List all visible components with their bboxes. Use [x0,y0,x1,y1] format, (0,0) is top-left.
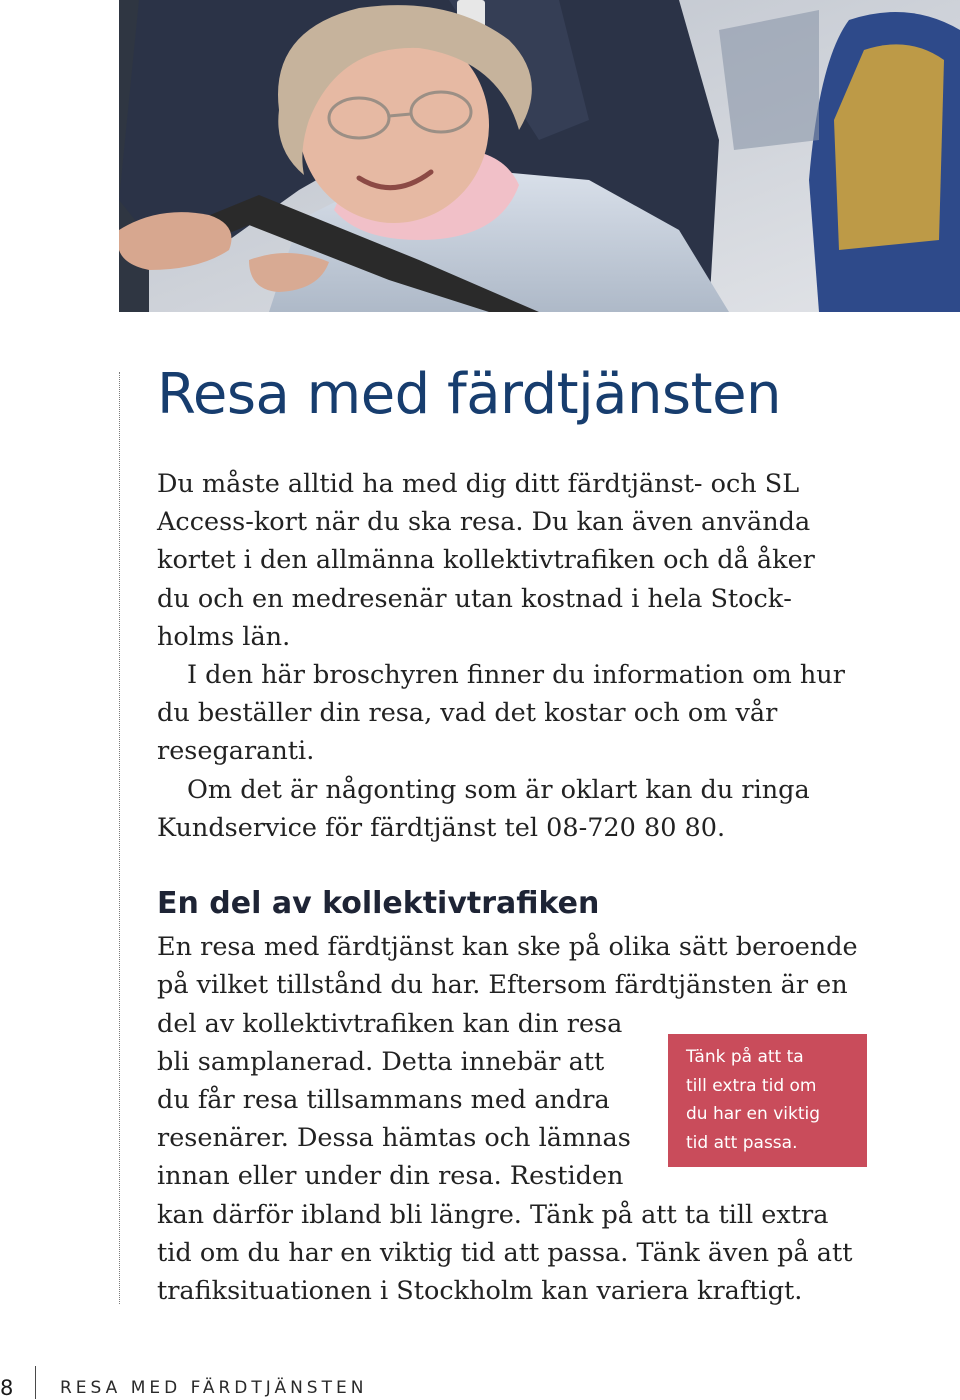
running-head: RESA MED FÄRDTJÄNSTEN [60,1378,368,1398]
page-number: 8 [0,1376,14,1400]
photo-woman-seatbelt [119,0,960,312]
tip-callout-text: Tänk på att ta till extra tid om du har en viktig tid att passa. [686,1047,820,1153]
page-title: Resa med färdtjänsten [157,362,782,427]
section-text-line: innan eller under din resa. Restiden [157,1161,624,1191]
section-text-line: kan därför ibland bli längre. Tänk på att ta till extra [157,1200,829,1230]
tip-callout-box [668,1034,867,1167]
intro-paragraph-1: Du måste alltid ha med dig ditt färdtjänst- och SL Access-kort när du ska resa. Du kan även använda kortet i den allmänna kollektivtrafiken och då åker du och en medresenär utan kostnad i hela Stockholms län. [157,469,815,652]
section-heading: En del av kollektivtrafiken [157,886,600,921]
section-text-line: resenärer. Dessa hämtas och lämnas [157,1123,631,1153]
section-text-line: trafiksituationen i Stockholm kan variera kraftigt. [157,1276,803,1306]
section-text-line: tid om du har en viktig tid att passa. Tänk även på att [157,1238,853,1268]
footer-divider [35,1366,36,1399]
section-text-line: del av kollektivtrafiken kan din resa [157,1009,623,1039]
intro-paragraph-3: Om det är någonting som är oklart kan du ringa Kundservice för färdtjänst tel 08-720 80 80. [157,775,810,844]
section-intro-paragraph: En resa med färdtjänst kan ske på olika sätt beroende på vilket tillstånd du har. Eftersom färdtjänsten är en [157,932,858,1001]
section-text-line: du får resa tillsammans med andra [157,1085,610,1115]
margin-rule [119,372,120,1304]
intro-paragraph-2: I den här broschyren finner du information om hur du beställer din resa, vad det kostar och om vår resegaranti. [157,660,845,767]
section-text-line: bli samplanerad. Detta innebär att [157,1047,605,1077]
